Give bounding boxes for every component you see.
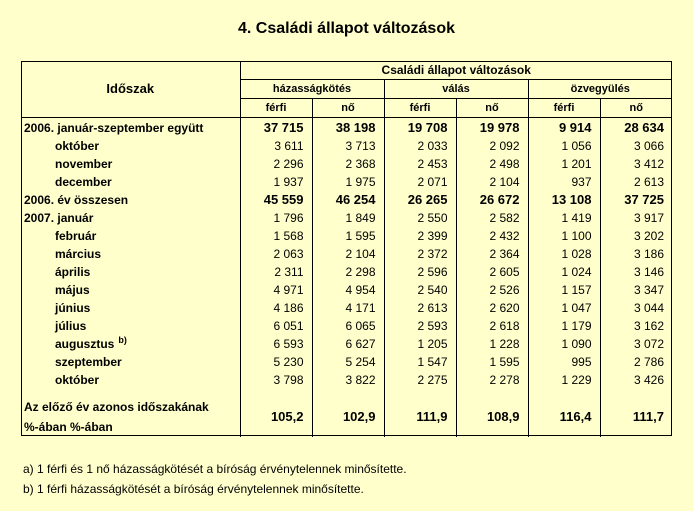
table-row [21,118,672,138]
cell-value: 19 708 [384,118,456,138]
table-title: 4. Családi állapot változások [238,20,455,37]
cell-value: 3 426 [600,371,672,389]
cell-value: 2 620 [456,299,528,317]
cell-value: 2 618 [456,317,528,335]
row-label [21,118,240,138]
table-row [21,191,672,209]
table-row [21,137,672,155]
row-label [21,209,240,227]
summary-label: Az előző év azonos időszakának [24,400,209,414]
category-header-divorce: válás [384,80,528,99]
cell-value: 26 672 [456,191,528,209]
cell-value: 2 275 [384,371,456,389]
cell-value: 1 201 [528,155,600,173]
cell-value: 4 971 [240,281,312,299]
row-label-text: július [55,319,87,333]
row-label [21,155,240,173]
row-label [21,137,240,155]
subcol-male: férfi [240,99,312,118]
cell-value: 3 044 [600,299,672,317]
cell-value: 1 024 [528,263,600,281]
cell-value: 3 917 [600,209,672,227]
cell-value: 937 [528,173,600,191]
row-label-text: május [55,283,90,297]
row-label-text: 2007. január [24,211,94,225]
cell-value: 2 453 [384,155,456,173]
row-label-text: 2006. január-szeptember együtt [24,120,204,135]
row-label [21,245,240,263]
subcol-male: férfi [384,99,456,118]
cell-value: 2 063 [240,245,312,263]
table-row [21,299,672,317]
cell-value: 1 100 [528,227,600,245]
cell-value: 1 975 [312,173,384,191]
row-label-text: március [55,247,102,261]
table-row [21,353,672,371]
row-label [21,227,240,245]
cell-value: 3 202 [600,227,672,245]
cell-value: 13 108 [528,191,600,209]
marriage-status-table [21,61,672,437]
cell-value: 1 179 [528,317,600,335]
row-label-text: február [55,229,97,243]
summary-value: 116,4 [528,397,600,437]
table-row [21,263,672,281]
row-label-text: június [55,301,91,315]
cell-value: 6 627 [312,335,384,353]
cell-value: 1 028 [528,245,600,263]
cell-value: 1 595 [312,227,384,245]
table-row [21,173,672,191]
cell-value: 1 228 [456,335,528,353]
cell-value: 4 186 [240,299,312,317]
cell-value: 46 254 [312,191,384,209]
cell-value: 6 065 [312,317,384,335]
table-row [21,227,672,245]
cell-value: 2 296 [240,155,312,173]
row-label [21,317,240,335]
cell-value: 3 186 [600,245,672,263]
subcol-female: nő [456,99,528,118]
summary-label-line2: %-ában %-ában [24,420,113,434]
cell-value: 995 [528,353,600,371]
table-row [21,209,672,227]
table-row [21,371,672,389]
cell-value: 1 090 [528,335,600,353]
row-label [21,263,240,281]
cell-value: 3 713 [312,137,384,155]
cell-value: 28 634 [600,118,672,138]
cell-value: 2 298 [312,263,384,281]
cell-value: 1 849 [312,209,384,227]
row-label-text: október [55,139,100,153]
cell-value: 9 914 [528,118,600,138]
row-label-text: augusztus [55,337,115,351]
row-label [21,281,240,299]
period-header: Időszak [21,61,240,118]
cell-value: 2 613 [384,299,456,317]
cell-value: 2 033 [384,137,456,155]
cell-value: 2 364 [456,245,528,263]
cell-value: 3 347 [600,281,672,299]
cell-value: 4 171 [312,299,384,317]
cell-value: 26 265 [384,191,456,209]
row-label [21,335,240,353]
cell-value: 2 372 [384,245,456,263]
cell-value: 2 593 [384,317,456,335]
row-label-text: december [55,175,112,189]
summary-value: 111,9 [384,397,456,437]
cell-value: 2 278 [456,371,528,389]
spacer-row [21,389,672,397]
cell-value: 2 071 [384,173,456,191]
cell-value: 1 157 [528,281,600,299]
row-label-text: szeptember [55,355,122,369]
footnote-a: a) 1 férfi és 1 nő házasságkötését a bíróság érvénytelennek minősítette. [23,462,407,476]
cell-value: 1 229 [528,371,600,389]
cell-value: 6 051 [240,317,312,335]
cell-value: 2 596 [384,263,456,281]
cell-value: 2 104 [456,173,528,191]
cell-value: 3 146 [600,263,672,281]
cell-value: 2 540 [384,281,456,299]
subcol-female: nő [312,99,384,118]
row-label [21,173,240,191]
cell-value: 3 412 [600,155,672,173]
cell-value: 38 198 [312,118,384,138]
cell-value: 2 498 [456,155,528,173]
summary-value: 111,7 [600,397,672,437]
cell-value: 3 611 [240,137,312,155]
row-label-text: október [55,373,100,387]
group-header: Családi állapot változások [240,61,672,80]
cell-value: 1 568 [240,227,312,245]
cell-value: 1 056 [528,137,600,155]
cell-value: 3 798 [240,371,312,389]
subcol-female: nő [600,99,672,118]
cell-value: 1 419 [528,209,600,227]
cell-value: 2 526 [456,281,528,299]
cell-value: 2 092 [456,137,528,155]
cell-value: 37 715 [240,118,312,138]
subcol-male: férfi [528,99,600,118]
category-header-marriage: házasságkötés [240,80,384,99]
cell-value: 1 796 [240,209,312,227]
row-label [21,353,240,371]
cell-value: 2 550 [384,209,456,227]
cell-value: 3 072 [600,335,672,353]
table-row [21,335,672,353]
cell-value: 2 104 [312,245,384,263]
cell-value: 2 432 [456,227,528,245]
footnote-ref: b) [118,335,127,345]
table-row [21,245,672,263]
row-label-text: 2006. év összesen [24,193,129,207]
category-header-widowhood: özvegyülés [528,80,672,99]
table-row [21,155,672,173]
cell-value: 2 605 [456,263,528,281]
row-label-text: november [55,157,113,171]
cell-value: 3 822 [312,371,384,389]
cell-value: 2 613 [600,173,672,191]
cell-value: 1 205 [384,335,456,353]
row-label [21,299,240,317]
cell-value: 2 311 [240,263,312,281]
cell-value: 45 559 [240,191,312,209]
row-label [21,371,240,389]
summary-value: 105,2 [240,397,312,437]
cell-value: 1 047 [528,299,600,317]
cell-value: 3 162 [600,317,672,335]
footnotes [23,459,407,499]
table-row [21,281,672,299]
summary-value: 102,9 [312,397,384,437]
cell-value: 1 595 [456,353,528,371]
cell-value: 2 582 [456,209,528,227]
table-row [21,317,672,335]
cell-value: 2 399 [384,227,456,245]
cell-value: 5 230 [240,353,312,371]
cell-value: 6 593 [240,335,312,353]
row-label [21,191,240,209]
footnote-b: b) 1 férfi házasságkötését a bíróság érvénytelennek minősítette. [23,482,364,496]
cell-value: 1 547 [384,353,456,371]
cell-value: 4 954 [312,281,384,299]
summary-value: 108,9 [456,397,528,437]
cell-value: 37 725 [600,191,672,209]
cell-value: 19 978 [456,118,528,138]
cell-value: 3 066 [600,137,672,155]
cell-value: 1 937 [240,173,312,191]
cell-value: 2 368 [312,155,384,173]
row-label-text: április [55,265,91,279]
cell-value: 2 786 [600,353,672,371]
cell-value: 5 254 [312,353,384,371]
